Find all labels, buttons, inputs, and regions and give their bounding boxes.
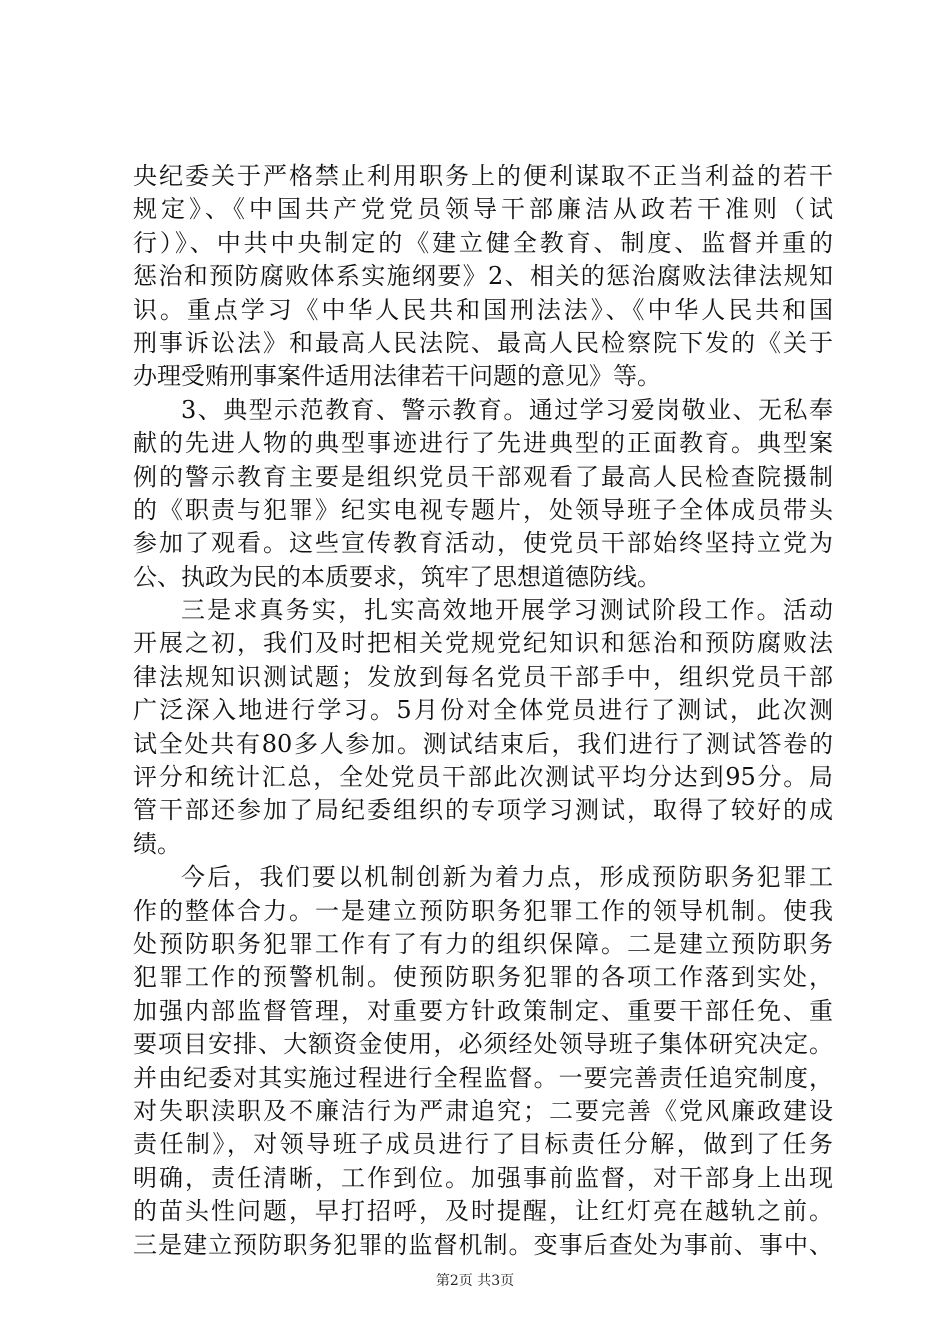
body-text — [133, 160, 833, 1262]
text-line: 绩。 — [133, 829, 181, 858]
text-line: 试全处共有80多人参加。测试结束后，我们进行了测试答卷的 — [133, 729, 833, 758]
text-line: 规定》、《中国共产党党员领导干部廉洁从政若干准则（试 — [133, 195, 833, 224]
text-line: 刑事诉讼法》和最高人民法院、最高人民检察院下发的《关于 — [133, 328, 833, 357]
text-line: 识。重点学习《中华人民共和国刑法法》、《中华人民共和国 — [133, 295, 833, 324]
text-line: 的《职责与犯罪》纪实电视专题片，处领导班子全体成员带头 — [133, 495, 833, 524]
text-line: 惩治和预防腐败体系实施纲要》2、相关的惩治腐败法律法规知 — [133, 262, 833, 291]
text-line: 律法规知识测试题；发放到每名党员干部手中，组织党员干部 — [133, 662, 833, 691]
text-line: 犯罪工作的预警机制。使预防职务犯罪的各项工作落到实处， — [133, 963, 833, 992]
text-line: 三是建立预防职务犯罪的监督机制。变事后查处为事前、事中、 — [133, 1230, 833, 1259]
text-line: 办理受贿刑事案件适用法律若干问题的意见》等。 — [133, 362, 661, 391]
text-line: 央纪委关于严格禁止利用职务上的便利谋取不正当利益的若干 — [133, 162, 833, 190]
text-line: 参加了观看。这些宣传教育活动，使党员干部始终坚持立党为 — [133, 529, 833, 558]
text-line: 管干部还参加了局纪委组织的专项学习测试，取得了较好的成 — [133, 796, 833, 825]
text-line: 责任制》，对领导班子成员进行了目标责任分解，做到了任务 — [133, 1130, 833, 1159]
text-line: 作的整体合力。一是建立预防职务犯罪工作的领导机制。使我 — [133, 896, 833, 925]
text-line: 例的警示教育主要是组织党员干部观看了最高人民检查院摄制 — [133, 462, 833, 491]
text-line: 公、执政为民的本质要求，筑牢了思想道德防线。 — [133, 562, 661, 591]
text-line: 三是求真务实，扎实高效地开展学习测试阶段工作。活动 — [181, 596, 833, 625]
text-line: 要项目安排、大额资金使用，必须经处领导班子集体研究决定。 — [133, 1030, 833, 1059]
text-line: 评分和统计汇总，全处党员干部此次测试平均分达到95分。局 — [133, 763, 833, 792]
text-line: 加强内部监督管理，对重要方针政策制定、重要干部任免、重 — [133, 996, 833, 1025]
page-footer: 第2页 共3页 — [435, 1273, 515, 1289]
text-line: 开展之初，我们及时把相关党规党纪知识和惩治和预防腐败法 — [133, 629, 833, 658]
text-line: 的苗头性问题，早打招呼，及时提醒，让红灯亮在越轨之前。 — [133, 1197, 833, 1226]
text-line: 3、典型示范教育、警示教育。通过学习爱岗敬业、无私奉 — [181, 395, 833, 424]
text-line: 行）》、中共中央制定的《建立健全教育、制度、监督并重的 — [133, 228, 833, 257]
text-line: 献的先进人物的典型事迹进行了先进典型的正面教育。典型案 — [133, 429, 833, 458]
text-line: 明确，责任清晰，工作到位。加强事前监督，对干部身上出现 — [133, 1163, 833, 1192]
text-line: 广泛深入地进行学习。5月份对全体党员进行了测试，此次测 — [133, 696, 833, 725]
text-line: 今后，我们要以机制创新为着力点，形成预防职务犯罪工 — [181, 863, 833, 892]
text-line: 对失职渎职及不廉洁行为严肃追究；二要完善《党风廉政建设 — [133, 1096, 833, 1125]
text-line: 处预防职务犯罪工作有了有力的组织保障。二是建立预防职务 — [133, 929, 833, 958]
text-line: 并由纪委对其实施过程进行全程监督。一要完善责任追究制度， — [133, 1063, 833, 1092]
